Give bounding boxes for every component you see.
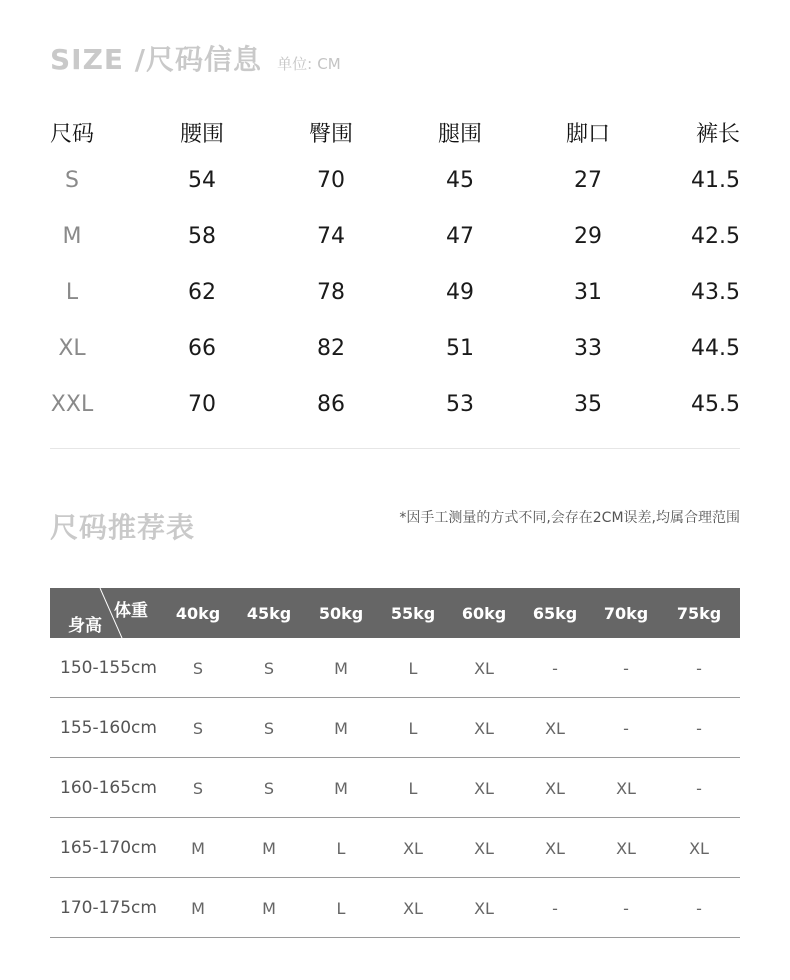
size-cell: - xyxy=(696,718,702,738)
length-cell: 45.5 xyxy=(691,391,740,417)
waist-cell: 58 xyxy=(188,223,216,249)
size-cell: L xyxy=(336,898,346,918)
size-table-body xyxy=(50,152,740,432)
waist-cell: 70 xyxy=(188,391,216,417)
size-cell: XL xyxy=(545,838,565,858)
hem-cell: 29 xyxy=(574,223,602,249)
size-cell: XL xyxy=(474,838,494,858)
hip-cell: 74 xyxy=(317,223,345,249)
size-info-title-block xyxy=(50,38,341,76)
header-thigh: 腿围 xyxy=(437,121,482,147)
size-cell: XL xyxy=(474,658,494,678)
waist-cell: 54 xyxy=(188,167,216,193)
header-hip: 臀围 xyxy=(308,121,353,147)
height-cell: 165-170cm xyxy=(60,838,157,858)
size-cell: L xyxy=(408,658,418,678)
size-cell: M xyxy=(334,658,348,678)
size-cell: - xyxy=(623,898,629,918)
length-cell: 41.5 xyxy=(691,167,740,193)
section-divider xyxy=(50,448,740,449)
size-cell: XL xyxy=(403,838,423,858)
size-cell: XL xyxy=(616,778,636,798)
height-cell: 170-175cm xyxy=(60,898,157,918)
weight-header: 40kg xyxy=(175,603,221,623)
recommendation-title: 尺码推荐表 xyxy=(50,511,196,544)
size-cell: S xyxy=(263,778,275,798)
size-cell: - xyxy=(696,898,702,918)
size-cell: - xyxy=(623,718,629,738)
recommendation-row xyxy=(50,818,740,878)
size-cell: XXL xyxy=(50,391,94,417)
hem-cell: 31 xyxy=(574,279,602,305)
hip-cell: 78 xyxy=(317,279,345,305)
weight-header: 75kg xyxy=(676,603,722,623)
size-cell: M xyxy=(334,778,348,798)
size-table-row xyxy=(50,376,740,432)
header-hem: 脚口 xyxy=(565,121,610,147)
size-cell: XL xyxy=(545,718,565,738)
weight-header: 55kg xyxy=(390,603,436,623)
recommendation-table xyxy=(50,588,740,938)
recommendation-row xyxy=(50,698,740,758)
size-cell: L xyxy=(408,718,418,738)
hem-cell: 35 xyxy=(574,391,602,417)
size-table-row xyxy=(50,320,740,376)
header-length: 裤长 xyxy=(695,121,740,147)
hip-cell: 86 xyxy=(317,391,345,417)
size-cell: XL xyxy=(474,718,494,738)
size-table-row xyxy=(50,152,740,208)
weight-header: 65kg xyxy=(532,603,578,623)
size-cell: S xyxy=(192,658,204,678)
size-cell: M xyxy=(262,898,276,918)
thigh-cell: 53 xyxy=(446,391,474,417)
size-cell: M xyxy=(191,838,205,858)
size-cell: XL xyxy=(689,838,709,858)
size-cell: M xyxy=(262,838,276,858)
height-cell: 150-155cm xyxy=(60,658,157,678)
size-cell: M xyxy=(334,718,348,738)
size-cell: S xyxy=(263,718,275,738)
recommendation-row xyxy=(50,878,740,938)
size-cell: XL xyxy=(474,898,494,918)
size-cell: L xyxy=(65,279,79,305)
size-cell: - xyxy=(696,658,702,678)
hem-cell: 33 xyxy=(574,335,602,361)
length-cell: 44.5 xyxy=(691,335,740,361)
size-cell: L xyxy=(408,778,418,798)
unit-label: 单位: xyxy=(277,55,313,73)
unit-value: CM xyxy=(317,55,341,73)
size-info-table xyxy=(50,112,740,432)
size-cell: S xyxy=(192,778,204,798)
hip-cell: 70 xyxy=(317,167,345,193)
hem-cell: 27 xyxy=(574,167,602,193)
size-cell: - xyxy=(552,658,558,678)
size-cell: S xyxy=(192,718,204,738)
weight-header: 70kg xyxy=(603,603,649,623)
length-cell: 43.5 xyxy=(691,279,740,305)
size-cell: - xyxy=(623,658,629,678)
corner-height-label: 身高 xyxy=(68,616,102,636)
length-cell: 42.5 xyxy=(691,223,740,249)
size-cell: S xyxy=(65,167,79,193)
weight-header: 50kg xyxy=(318,603,364,623)
size-cell: L xyxy=(336,838,346,858)
thigh-cell: 51 xyxy=(446,335,474,361)
size-cell: XL xyxy=(58,335,86,361)
size-cell: XL xyxy=(403,898,423,918)
thigh-cell: 47 xyxy=(446,223,474,249)
thigh-cell: 49 xyxy=(446,279,474,305)
header-waist: 腰围 xyxy=(179,121,224,147)
size-cell: M xyxy=(62,223,82,249)
size-cell: M xyxy=(191,898,205,918)
corner-cell xyxy=(50,588,162,638)
size-table-row xyxy=(50,264,740,320)
size-info-title: SIZE /尺码信息 xyxy=(50,43,262,76)
size-cell: XL xyxy=(616,838,636,858)
size-cell: XL xyxy=(545,778,565,798)
thigh-cell: 45 xyxy=(446,167,474,193)
weight-header: 45kg xyxy=(246,603,292,623)
waist-cell: 66 xyxy=(188,335,216,361)
size-cell: S xyxy=(263,658,275,678)
size-cell: - xyxy=(696,778,702,798)
measurement-note: *因手工测量的方式不同,会存在2CM误差,均属合理范围 xyxy=(399,510,740,526)
recommendation-row xyxy=(50,758,740,818)
recommendation-row xyxy=(50,638,740,698)
height-cell: 160-165cm xyxy=(60,778,157,798)
size-table-row xyxy=(50,208,740,264)
height-cell: 155-160cm xyxy=(60,718,157,738)
size-table-header xyxy=(50,112,740,152)
corner-weight-label: 体重 xyxy=(114,601,148,621)
recommendation-header xyxy=(50,588,740,638)
waist-cell: 62 xyxy=(188,279,216,305)
weight-header: 60kg xyxy=(461,603,507,623)
size-cell: XL xyxy=(474,778,494,798)
hip-cell: 82 xyxy=(317,335,345,361)
size-cell: - xyxy=(552,898,558,918)
header-size: 尺码 xyxy=(50,121,95,147)
